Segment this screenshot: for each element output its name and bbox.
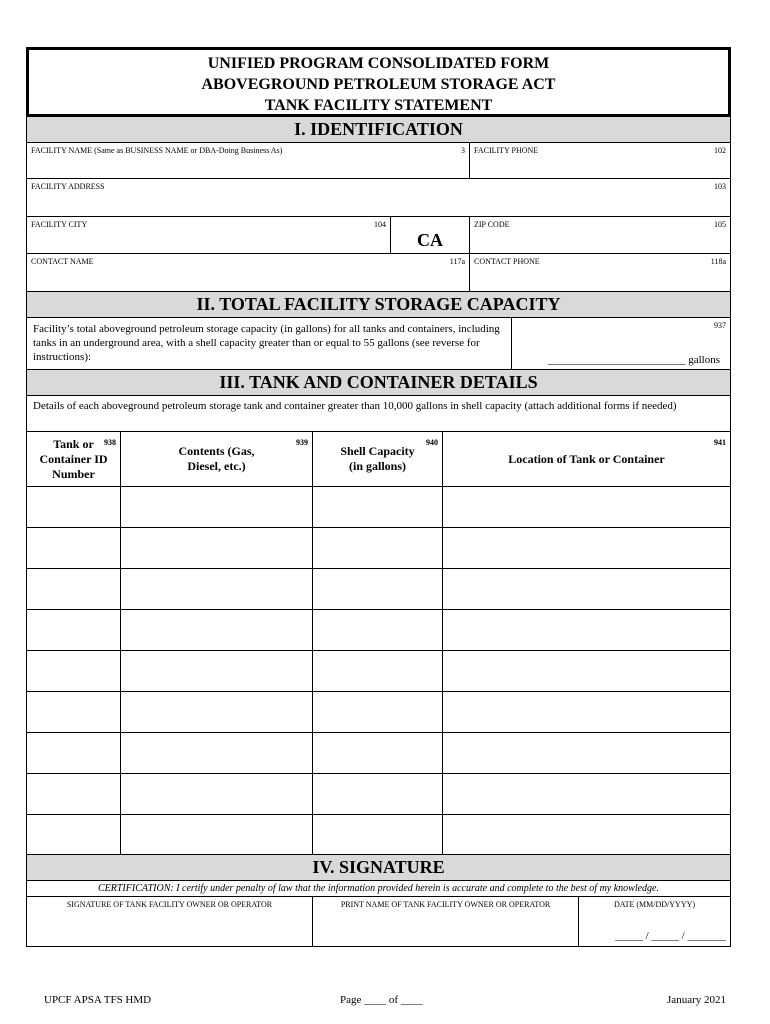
tank-id-cell[interactable] — [27, 774, 121, 814]
field-number: 103 — [714, 182, 726, 191]
location-cell[interactable] — [443, 733, 730, 773]
capacity-header: II. TOTAL FACILITY STORAGE CAPACITY — [26, 292, 731, 318]
location-cell[interactable] — [443, 528, 730, 568]
location-cell[interactable] — [443, 487, 730, 527]
tank-table-row — [26, 528, 731, 569]
date-line: _____ / _____ / _______ — [615, 930, 726, 942]
field-number: 105 — [714, 220, 726, 229]
shell-capacity-cell[interactable] — [313, 692, 443, 732]
contact-name-field[interactable] — [27, 254, 470, 291]
location-cell[interactable] — [443, 651, 730, 691]
tank-table-row — [26, 692, 731, 733]
state-value: CA — [417, 230, 443, 250]
details-description: Details of each aboveground petroleum storage tank and container greater than 10,000 gallons in shell capacity (attach additional forms if needed) — [26, 396, 731, 432]
title-line-2: ABOVEGROUND PETROLEUM STORAGE ACT — [201, 76, 556, 93]
field-number: 117a — [449, 257, 465, 266]
capacity-gallons-field[interactable] — [512, 318, 730, 369]
contents-cell[interactable] — [121, 692, 313, 732]
facility-address-row — [26, 179, 731, 217]
identification-header: I. IDENTIFICATION — [26, 117, 731, 143]
shell-capacity-cell[interactable] — [313, 487, 443, 527]
contents-cell[interactable] — [121, 733, 313, 773]
tank-id-cell[interactable] — [27, 692, 121, 732]
facility-address-label: FACILITY ADDRESS — [31, 182, 105, 191]
footer-date: January 2021 — [667, 994, 726, 1006]
contents-cell[interactable] — [121, 528, 313, 568]
contact-phone-label: CONTACT PHONE — [474, 257, 540, 266]
gallons-line: _________________________ gallons — [547, 354, 720, 366]
tank-id-cell[interactable] — [27, 733, 121, 773]
tank-id-cell[interactable] — [27, 610, 121, 650]
field-number: 941 — [714, 438, 726, 447]
column-tank-id — [27, 432, 121, 486]
facility-name-field[interactable] — [27, 143, 470, 178]
print-name-label: PRINT NAME OF TANK FACILITY OWNER OR OPERATOR — [340, 900, 551, 909]
facility-city-field[interactable] — [27, 217, 391, 253]
location-cell[interactable] — [443, 774, 730, 814]
tank-table-row — [26, 774, 731, 815]
column-shell-capacity — [313, 432, 443, 486]
column-label: Shell Capacity (in gallons) — [340, 444, 415, 473]
facility-city-label: FACILITY CITY — [31, 220, 88, 229]
facility-address-field[interactable] — [27, 179, 730, 216]
capacity-description: Facility’s total aboveground petroleum storage capacity (in gallons) for all tanks and containers, including tanks in an underground area, with a shell capacity greater than or equal to 55 gallons (see reverse for instructions): — [27, 318, 512, 369]
tank-id-cell[interactable] — [27, 815, 121, 854]
location-cell[interactable] — [443, 569, 730, 609]
tank-id-cell[interactable] — [27, 528, 121, 568]
shell-capacity-cell[interactable] — [313, 815, 443, 854]
shell-capacity-cell[interactable] — [313, 651, 443, 691]
signature-field[interactable] — [27, 897, 313, 946]
shell-capacity-cell[interactable] — [313, 528, 443, 568]
field-number: 939 — [296, 438, 308, 447]
state-field — [391, 217, 470, 253]
facility-name-label: FACILITY NAME (Same as BUSINESS NAME or DBA-Doing Business As) — [31, 146, 283, 155]
shell-capacity-cell[interactable] — [313, 569, 443, 609]
signature-row — [26, 897, 731, 947]
facility-phone-field[interactable] — [470, 143, 730, 178]
location-cell[interactable] — [443, 610, 730, 650]
column-label: Contents (Gas, Diesel, etc.) — [178, 444, 255, 473]
zip-code-label: ZIP CODE — [474, 220, 510, 229]
tank-table-row — [26, 610, 731, 651]
contact-phone-field[interactable] — [470, 254, 730, 291]
field-number: 3 — [461, 146, 465, 155]
tank-id-cell[interactable] — [27, 569, 121, 609]
tank-table-body — [26, 487, 731, 855]
tank-table-row — [26, 651, 731, 692]
tank-table-row — [26, 815, 731, 855]
title-line-1: UNIFIED PROGRAM CONSOLIDATED FORM — [207, 55, 550, 72]
contact-row — [26, 254, 731, 292]
tank-table-header — [26, 432, 731, 487]
zip-code-field[interactable] — [470, 217, 730, 253]
contents-cell[interactable] — [121, 774, 313, 814]
location-cell[interactable] — [443, 815, 730, 854]
shell-capacity-cell[interactable] — [313, 733, 443, 773]
form-title-box — [26, 47, 731, 117]
field-number: 118a — [710, 257, 726, 266]
contents-cell[interactable] — [121, 569, 313, 609]
contact-name-label: CONTACT NAME — [31, 257, 94, 266]
tank-table-row — [26, 733, 731, 774]
tank-table-row — [26, 487, 731, 528]
date-label: DATE (MM/DD/YYYY) — [613, 900, 696, 909]
facility-phone-label: FACILITY PHONE — [474, 146, 539, 155]
tank-table-row — [26, 569, 731, 610]
location-cell[interactable] — [443, 692, 730, 732]
field-number: 940 — [426, 438, 438, 447]
shell-capacity-cell[interactable] — [313, 774, 443, 814]
tank-facility-form — [26, 47, 731, 947]
certification-text: CERTIFICATION: I certify under penalty of law that the information provided herein is accurate and complete to the best of my knowledge. — [26, 881, 731, 897]
field-number: 102 — [714, 146, 726, 155]
facility-city-row — [26, 217, 731, 254]
tank-id-cell[interactable] — [27, 487, 121, 527]
contents-cell[interactable] — [121, 610, 313, 650]
capacity-row — [26, 318, 731, 370]
facility-name-row — [26, 143, 731, 179]
date-field[interactable] — [579, 897, 730, 946]
contents-cell[interactable] — [121, 487, 313, 527]
column-location — [443, 432, 730, 486]
contents-cell[interactable] — [121, 815, 313, 854]
tank-id-cell[interactable] — [27, 651, 121, 691]
column-label: Tank or Container ID Number — [39, 436, 108, 481]
field-number: 104 — [374, 220, 386, 229]
footer-page-number: Page ____ of ____ — [340, 994, 423, 1006]
column-label: Location of Tank or Container — [508, 451, 665, 466]
contents-cell[interactable] — [121, 651, 313, 691]
signature-label: SIGNATURE OF TANK FACILITY OWNER OR OPERATOR — [66, 900, 273, 909]
field-number: 938 — [104, 438, 116, 447]
column-contents — [121, 432, 313, 486]
details-header: III. TANK AND CONTAINER DETAILS — [26, 370, 731, 396]
field-number: 937 — [714, 321, 726, 330]
shell-capacity-cell[interactable] — [313, 610, 443, 650]
signature-header: IV. SIGNATURE — [26, 855, 731, 881]
title-line-3: TANK FACILITY STATEMENT — [264, 97, 493, 114]
footer-form-code: UPCF APSA TFS HMD — [44, 994, 152, 1006]
print-name-field[interactable] — [313, 897, 579, 946]
